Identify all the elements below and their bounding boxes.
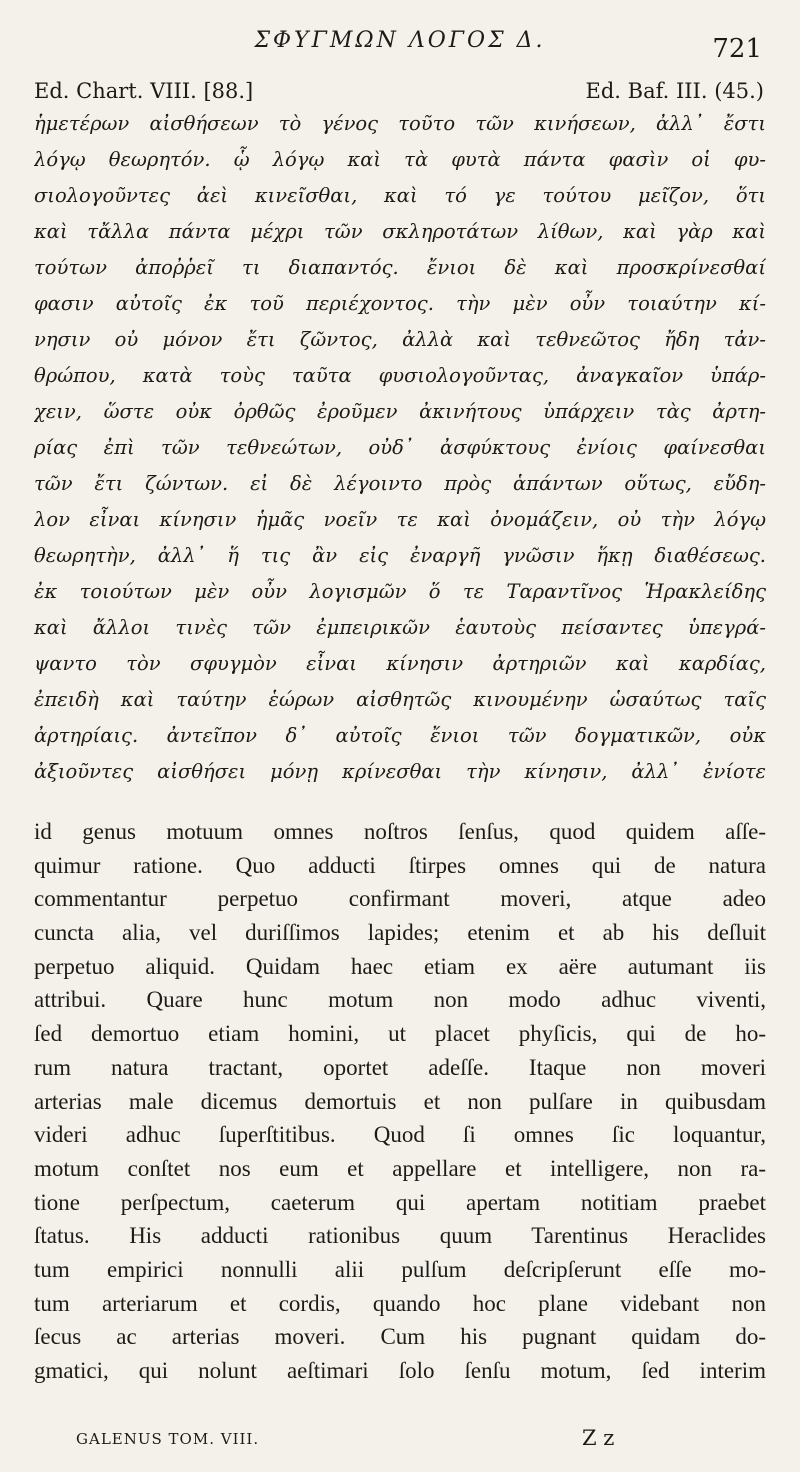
latin-text-line: tum arteriarum et cordis, quando hoc plane videbant non (34, 1290, 766, 1316)
greek-text-line: ἡμετέρων αἰσθήσεων τὸ γένος τοῦτο τῶν κινήσεων, ἀλλ᾽ ἔστι (34, 112, 766, 135)
greek-text-line: ἀξιοῦντες αἰσθήσει μόνῃ κρίνεσθαι τὴν κίνησιν, ἀλλ᾽ ἐνίοτε (34, 760, 766, 783)
greek-text-line: τῶν ἔτι ζώντων. εἰ δὲ λέγοιντο πρὸς ἁπάντων οὕτως, εὔδη- (34, 472, 766, 495)
greek-text-line: σιολογοῦντες ἀεὶ κινεῖσθαι, καὶ τό γε τούτου μεῖζον, ὅτι (34, 184, 766, 207)
latin-text-line: ſed demortuo etiam homini, ut placet phyſicis, qui de ho- (34, 1021, 766, 1047)
greek-text-line: καὶ ἄλλοι τινὲς τῶν ἐμπειρικῶν ἑαυτοὺς πείσαντες ὑπεγρά- (34, 616, 766, 639)
latin-text-line: ſecus ac arterias moveri. Cum his pugnant quidam do- (34, 1324, 766, 1350)
latin-text-line: tione perſpectum, caeterum qui apertam notitiam praebet (34, 1189, 766, 1215)
latin-text-line: motum conſtet nos eum et appellare et intelligere, non ra- (34, 1155, 766, 1181)
latin-text-line: rum natura tractant, oportet adeſſe. Itaque non moveri (34, 1054, 766, 1080)
latin-text-line: attribui. Quare hunc motum non modo adhuc viventi, (34, 987, 766, 1013)
greek-text-line: ψαντο τὸν σφυγμὸν εἶναι κίνησιν ἀρτηριῶν καὶ καρδίας, (34, 652, 766, 675)
greek-text-line: θρώπου, κατὰ τοὺς ταῦτα φυσιολογοῦντας, ἀναγκαῖον ὑπάρ- (34, 364, 766, 387)
greek-text-line: χειν, ὥστε οὐκ ὀρθῶς ἐροῦμεν ἀκινήτους ὑπάρχειν τὰς ἀρτη- (34, 400, 766, 423)
signature-line: GALENUS TOM. VIII. (76, 1430, 260, 1448)
greek-text-line: λον εἶναι κίνησιν ἡμᾶς νοεῖν τε καὶ ὀνομάζειν, οὐ τὴν λόγῳ (34, 508, 766, 531)
greek-text-line: φασιν αὐτοῖς ἐκ τοῦ περιέχοντος. τὴν μὲν οὖν τοιαύτην κί- (34, 292, 766, 315)
greek-text-line: ἐπειδὴ καὶ ταύτην ἑώρων αἰσθητῶς κινουμένην ὡσαύτως ταῖς (34, 688, 766, 711)
running-title: ΣΦΥΓΜΩΝ ΛΟΓΟΣ Δ. (254, 28, 546, 53)
edition-reference-right: Ed. Baf. III. (45.) (585, 79, 764, 103)
latin-text-line: id genus motuum omnes noſtros ſenſus, quod quidem aſſe- (34, 819, 766, 844)
latin-text-line: commentantur perpetuo confirmant moveri, atque adeo (34, 886, 766, 912)
greek-text-line: νησιν οὐ μόνον ἔτι ζῶντος, ἀλλὰ καὶ τεθνεῶτος ἤδη τἀν- (34, 328, 766, 351)
greek-text-line: θεωρητὴν, ἀλλ᾽ ἥ τις ἂν εἰς ἐναργῆ γνῶσιν ἥκῃ διαθέσεως. (34, 544, 766, 567)
latin-text-line: perpetuo aliquid. Quidam haec etiam ex aëre autumant iis (34, 953, 766, 979)
greek-text-line: τούτων ἀποῤῥεῖ τι διαπαντός. ἔνιοι δὲ καὶ προσκρίνεσθαί (34, 256, 766, 279)
greek-text-line: ἀρτηρίαις. ἀντεῖπον δ᾽ αὐτοῖς ἔνιοι τῶν δογματικῶν, οὐκ (34, 724, 766, 747)
page-number: 721 (712, 34, 762, 64)
greek-text-line: ἐκ τοιούτων μὲν οὖν λογισμῶν ὅ τε Ταραντῖνος Ἡρακλείδης (34, 580, 766, 603)
latin-text-line: quimur ratione. Quo adducti ſtirpes omnes qui de natura (34, 852, 766, 878)
greek-text-line: καὶ τἄλλα πάντα μέχρι τῶν σκληροτάτων λίθων, καὶ γὰρ καὶ (34, 220, 766, 243)
latin-text-line: ſtatus. His adducti rationibus quum Tarentinus Heraclides (34, 1223, 766, 1249)
latin-text-line: videri adhuc ſuperſtitibus. Quod ſi omnes ſic loquantur, (34, 1122, 766, 1148)
greek-text-line: ρίας ἐπὶ τῶν τεθνεώτων, οὐδ᾽ ἀσφύκτους ἐνίοις φαίνεσθαι (34, 436, 766, 459)
latin-text-line: arterias male dicemus demortuis et non pulſare in quibusdam (34, 1088, 766, 1114)
greek-text-block (34, 106, 766, 790)
greek-text-line: λόγῳ θεωρητόν. ᾧ λόγῳ καὶ τὰ φυτὰ πάντα φασὶν οἱ φυ- (34, 148, 766, 171)
edition-reference-left: Ed. Chart. VIII. [88.] (34, 79, 254, 103)
latin-text-line: tum empirici nonnulli alii pulſum deſcripſerunt eſſe mo- (34, 1256, 766, 1282)
latin-text-line: gmatici, qui nolunt aeſtimari ſolo ſenſu motum, ſed interim (34, 1358, 766, 1383)
signature-mark: Z z (582, 1426, 615, 1450)
latin-text-block (34, 815, 766, 1388)
latin-text-line: cuncta alia, vel duriſſimos lapides; etenim et ab his deſluit (34, 920, 766, 946)
